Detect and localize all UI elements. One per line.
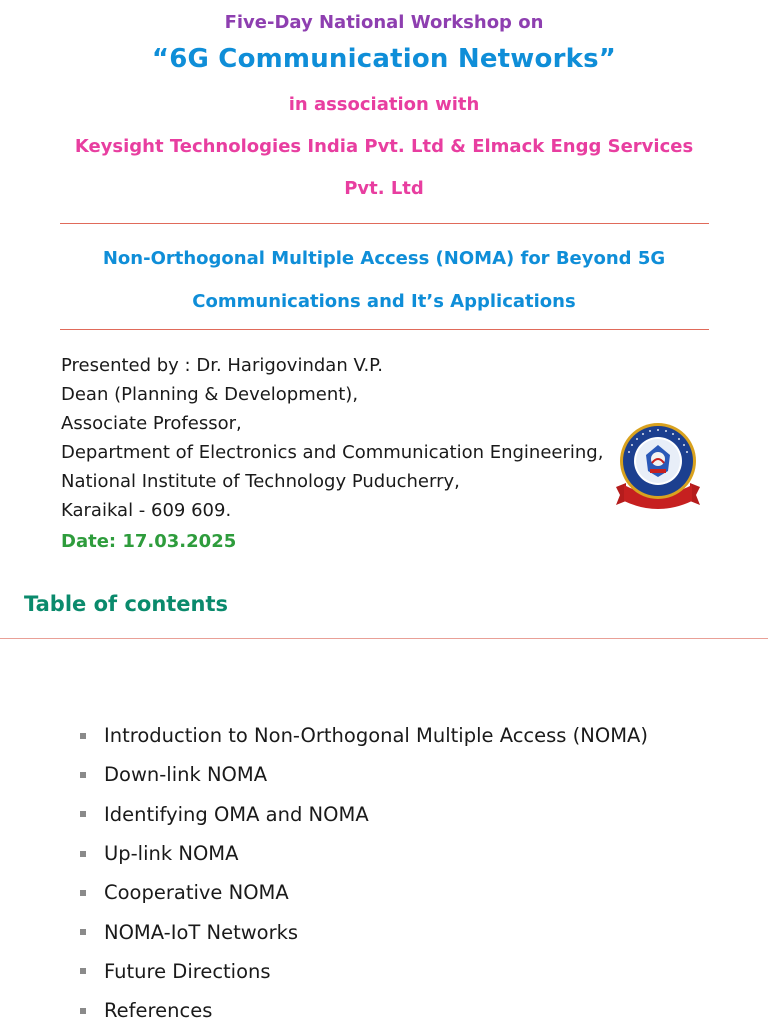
divider-top: [60, 223, 709, 224]
toc-item-label: Identifying OMA and NOMA: [104, 802, 369, 826]
toc-item-identifying: [80, 795, 648, 834]
toc-item-cooperative: [80, 873, 648, 912]
presentation-date: Date: 17.03.2025: [61, 531, 237, 552]
toc-item-label: Future Directions: [104, 959, 271, 983]
section-divider: [0, 638, 768, 639]
presenter-institute: National Institute of Technology Puducherry,: [61, 471, 460, 492]
bullet-icon: [80, 968, 86, 974]
toc-item-label: References: [104, 999, 213, 1023]
toc-item-uplink: [80, 834, 648, 873]
toc-item-label: Down-link NOMA: [104, 763, 268, 787]
presenter-designation: Dean (Planning & Development),: [61, 384, 359, 405]
toc-item-label: Introduction to Non-Orthogonal Multiple Access (NOMA): [104, 724, 648, 748]
association-text: in association with: [288, 94, 480, 115]
bullet-icon: [80, 851, 86, 857]
divider-bottom: [60, 329, 709, 330]
toc-item-introduction: [80, 716, 648, 755]
workshop-heading: Five-Day National Workshop on: [224, 12, 544, 33]
bullet-icon: [80, 733, 86, 739]
toc-item-future: [80, 952, 648, 991]
toc-item-references: [80, 991, 648, 1030]
bullet-icon: [80, 811, 86, 817]
bullet-icon: [80, 1008, 86, 1014]
bullet-icon: [80, 929, 86, 935]
workshop-title: “6G Communication Networks”: [151, 44, 617, 74]
bullet-icon: [80, 890, 86, 896]
presenter-name: Presented by : Dr. Harigovindan V.P.: [61, 355, 383, 376]
toc-item-label: NOMA-IoT Networks: [104, 920, 299, 944]
presenter-block: [61, 351, 603, 525]
talk-title-line-1: Non-Orthogonal Multiple Access (NOMA) for Beyond 5G: [102, 248, 666, 269]
toc-item-label: Cooperative NOMA: [104, 881, 289, 905]
toc-item-iot: [80, 912, 648, 951]
toc-heading: Table of contents: [24, 592, 229, 616]
company-line-1: Keysight Technologies India Pvt. Ltd & Elmack Engg Services: [74, 136, 694, 157]
presenter-address: Karaikal - 609 609.: [61, 500, 232, 521]
institute-seal-icon: [612, 421, 704, 515]
talk-title-line-2: Communications and It’s Applications: [192, 291, 576, 312]
toc-item-downlink: [80, 755, 648, 794]
company-line-2: Pvt. Ltd: [344, 178, 424, 199]
presenter-department: Department of Electronics and Communication Engineering,: [61, 442, 604, 463]
toc-list: [80, 720, 648, 1034]
toc-item-label: Up-link NOMA: [104, 842, 239, 866]
presenter-title: Associate Professor,: [61, 413, 242, 434]
bullet-icon: [80, 772, 86, 778]
